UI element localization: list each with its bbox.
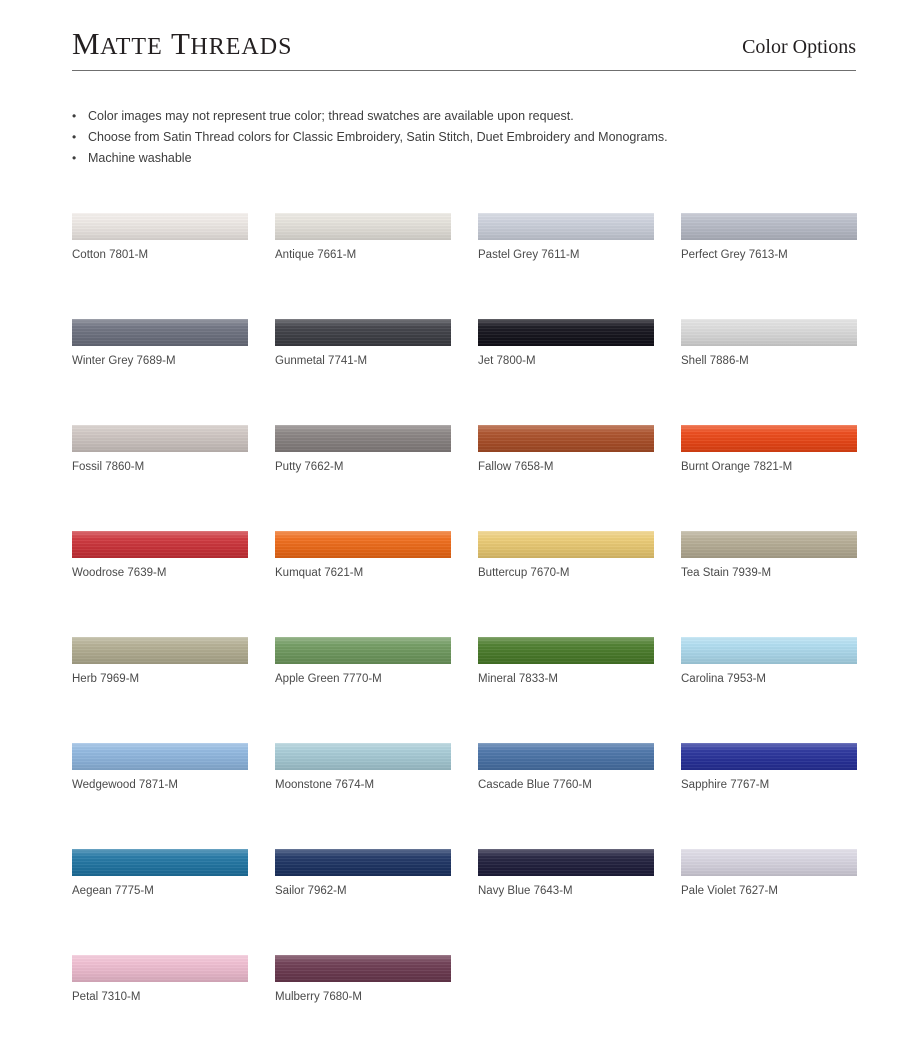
swatch-cell[interactable] [275,849,478,955]
page-header [72,26,856,72]
thread-texture [478,849,654,876]
thread-texture [681,637,857,664]
brand-first-rest: ATTE [100,34,163,60]
thread-texture [681,425,857,452]
swatch-shading [681,637,857,664]
brand-second-cap: T [170,26,191,61]
swatch-cell[interactable] [275,213,478,319]
thread-texture [275,637,451,664]
swatch-cell[interactable] [681,213,884,319]
color-swatch[interactable] [681,531,857,558]
color-swatch[interactable] [275,531,451,558]
swatch-shading [478,849,654,876]
swatch-label: Mulberry 7680-M [275,991,362,1003]
swatch-cell-empty [681,955,884,1061]
swatch-cell[interactable] [72,531,275,637]
color-swatch[interactable] [72,425,248,452]
swatch-label: Navy Blue 7643-M [478,885,573,897]
swatch-grid [72,213,862,1061]
color-swatch[interactable] [478,319,654,346]
swatch-cell-empty [478,955,681,1061]
note-text: Machine washable [88,151,192,165]
swatch-cell[interactable] [72,425,275,531]
thread-texture [72,213,248,240]
thread-texture [275,531,451,558]
swatch-cell[interactable] [72,319,275,425]
thread-texture [681,319,857,346]
color-swatch[interactable] [72,531,248,558]
swatch-shading [72,849,248,876]
swatch-shading [72,637,248,664]
list-item [72,127,832,147]
swatch-label: Sapphire 7767-M [681,779,770,791]
color-swatch[interactable] [478,743,654,770]
thread-texture [681,849,857,876]
color-swatch[interactable] [72,849,248,876]
brand-space [163,26,171,61]
swatch-label: Buttercup 7670-M [478,567,570,579]
swatch-label: Moonstone 7674-M [275,779,375,791]
swatch-label: Pastel Grey 7611-M [478,249,580,261]
color-swatch[interactable] [275,955,451,982]
color-swatch[interactable] [275,849,451,876]
color-swatch[interactable] [275,743,451,770]
thread-texture [478,319,654,346]
color-swatch[interactable] [275,425,451,452]
thread-texture [275,743,451,770]
swatch-shading [72,425,248,452]
color-swatch[interactable] [478,849,654,876]
swatch-cell[interactable] [681,425,884,531]
swatch-shading [72,319,248,346]
thread-texture [72,531,248,558]
thread-texture [72,743,248,770]
thread-texture [72,425,248,452]
brand-second-rest: HREADS [190,34,293,60]
swatch-cell[interactable] [72,213,275,319]
swatch-cell[interactable] [275,319,478,425]
swatch-label: Gunmetal 7741-M [275,355,368,367]
swatch-cell[interactable] [72,955,275,1061]
color-swatch[interactable] [72,743,248,770]
swatch-shading [72,531,248,558]
swatch-shading [72,955,248,982]
color-swatch[interactable] [681,425,857,452]
swatch-label: Antique 7661-M [275,249,357,261]
swatch-shading [72,213,248,240]
list-item [72,106,832,126]
color-swatch[interactable] [275,213,451,240]
color-swatch[interactable] [478,531,654,558]
swatch-cell[interactable] [681,849,884,955]
swatch-shading [681,743,857,770]
swatch-shading [275,743,451,770]
swatch-label: Fossil 7860-M [72,461,145,473]
thread-texture [275,319,451,346]
color-swatch[interactable] [275,637,451,664]
swatch-label: Carolina 7953-M [681,673,767,685]
swatch-shading [275,531,451,558]
thread-texture [478,531,654,558]
swatch-label: Aegean 7775-M [72,885,154,897]
swatch-shading [478,743,654,770]
swatch-label: Jet 7800-M [478,355,536,367]
swatch-cell[interactable] [275,531,478,637]
swatch-cell[interactable] [478,319,681,425]
thread-texture [275,425,451,452]
thread-texture [681,743,857,770]
note-text: Choose from Satin Thread colors for Classic Embroidery, Satin Stitch, Duet Embroidery and Monograms. [88,130,668,144]
brand-title [72,26,292,62]
color-swatch[interactable] [681,743,857,770]
color-swatch[interactable] [478,637,654,664]
thread-texture [478,213,654,240]
swatch-shading [681,531,857,558]
swatch-label: Burnt Orange 7821-M [681,461,793,473]
swatch-shading [478,425,654,452]
bullet-icon: • [72,130,77,144]
swatch-shading [275,213,451,240]
thread-texture [681,531,857,558]
thread-texture [275,849,451,876]
header-divider [72,70,856,71]
color-swatch[interactable] [681,849,857,876]
swatch-cell[interactable] [681,637,884,743]
swatch-cell[interactable] [72,743,275,849]
swatch-shading [478,637,654,664]
swatch-shading [275,637,451,664]
swatch-cell[interactable] [275,425,478,531]
swatch-label: Wedgewood 7871-M [72,779,178,791]
swatch-cell[interactable] [681,743,884,849]
swatch-label: Pale Violet 7627-M [681,885,778,897]
swatch-shading [275,319,451,346]
swatch-label: Kumquat 7621-M [275,567,364,579]
swatch-label: Winter Grey 7689-M [72,355,176,367]
color-swatch[interactable] [478,213,654,240]
thread-texture [681,213,857,240]
swatch-cell[interactable] [275,955,478,1061]
swatch-shading [681,425,857,452]
swatch-shading [478,531,654,558]
thread-texture [72,319,248,346]
thread-texture [72,637,248,664]
color-swatch[interactable] [72,213,248,240]
color-swatch[interactable] [275,319,451,346]
swatch-label: Herb 7969-M [72,673,140,685]
swatch-label: Woodrose 7639-M [72,567,167,579]
color-swatch[interactable] [72,319,248,346]
swatch-shading [478,213,654,240]
swatch-label: Cotton 7801-M [72,249,149,261]
swatch-label: Cascade Blue 7760-M [478,779,592,791]
swatch-shading [275,955,451,982]
swatch-label: Mineral 7833-M [478,673,558,685]
list-item [72,148,832,168]
thread-texture [275,213,451,240]
thread-texture [275,955,451,982]
swatch-label: Fallow 7658-M [478,461,554,473]
swatch-shading [275,849,451,876]
swatch-cell[interactable] [478,849,681,955]
swatch-label: Petal 7310-M [72,991,141,1003]
swatch-label: Tea Stain 7939-M [681,567,772,579]
swatch-shading [478,319,654,346]
color-swatch[interactable] [72,637,248,664]
thread-texture [72,849,248,876]
color-swatch[interactable] [478,425,654,452]
swatch-cell[interactable] [275,637,478,743]
color-swatch[interactable] [681,319,857,346]
bullet-icon: • [72,151,77,165]
swatch-cell[interactable] [478,637,681,743]
swatch-shading [681,319,857,346]
swatch-cell[interactable] [478,213,681,319]
swatch-label: Putty 7662-M [275,461,344,473]
swatch-cell[interactable] [275,743,478,849]
page-title: Color Options [742,36,856,58]
color-swatch[interactable] [72,955,248,982]
swatch-cell[interactable] [681,531,884,637]
color-swatch[interactable] [681,213,857,240]
color-swatch[interactable] [681,637,857,664]
note-text: Color images may not represent true color; thread swatches are available upon request. [88,109,574,123]
swatch-cell[interactable] [478,531,681,637]
brand-first-cap: M [72,26,101,61]
thread-texture [478,743,654,770]
swatch-shading [275,425,451,452]
swatch-label: Apple Green 7770-M [275,673,382,685]
swatch-cell[interactable] [478,743,681,849]
swatch-shading [681,849,857,876]
thread-texture [478,637,654,664]
thread-texture [478,425,654,452]
swatch-shading [681,213,857,240]
swatch-shading [72,743,248,770]
thread-texture [72,955,248,982]
swatch-cell[interactable] [681,319,884,425]
swatch-label: Perfect Grey 7613-M [681,249,788,261]
notes-list [72,106,832,169]
swatch-label: Shell 7886-M [681,355,749,367]
swatch-cell[interactable] [72,849,275,955]
swatch-label: Sailor 7962-M [275,885,347,897]
bullet-icon: • [72,109,77,123]
swatch-cell[interactable] [72,637,275,743]
swatch-cell[interactable] [478,425,681,531]
